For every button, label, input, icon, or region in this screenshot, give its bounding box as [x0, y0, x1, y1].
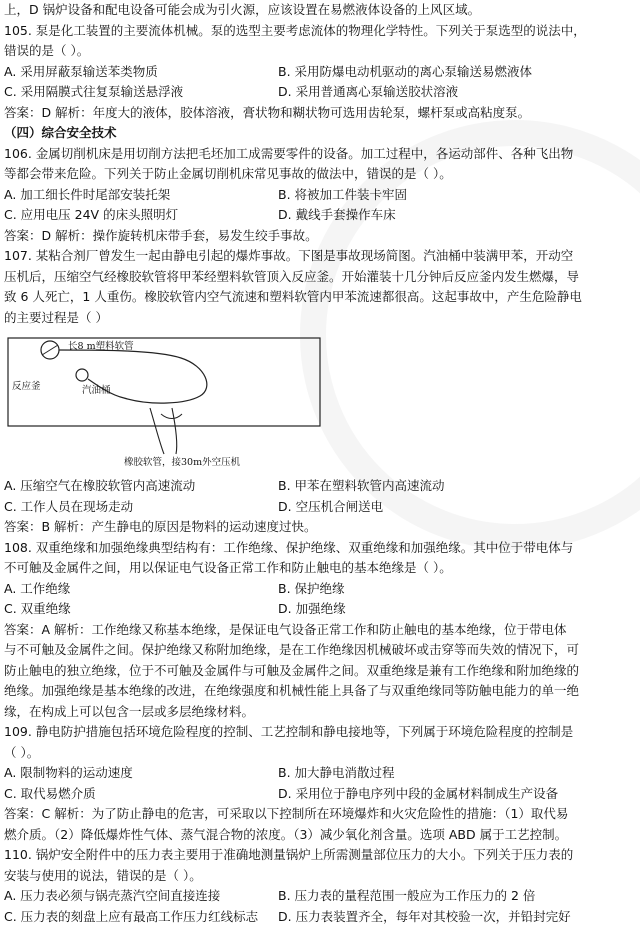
- answer-line: 答案：D 解析：操作旋转机床带手套，易发生绞手事故。: [4, 226, 636, 247]
- drum-label: 汽油桶: [82, 382, 111, 396]
- options-row: [4, 476, 636, 497]
- question-107-stem: 107. 某粘合剂厂曾发生一起由静电引起的爆炸事故。下图是事故现场简图。汽油桶中装满甲苯，开动空: [4, 246, 636, 267]
- question-110-stem: 110. 锅炉安全附件中的压力表主要用于准确地测量锅炉上所需测量部位压力的大小。下列关于压力表的: [4, 845, 636, 866]
- option-c: C. 工作人员在现场走动: [4, 497, 278, 518]
- option-c: C. 压力表的刻盘上应有最高工作压力红线标志: [4, 907, 278, 927]
- options-row: [4, 579, 636, 600]
- question-107-stem: 致 6 人死亡，1 人重伤。橡胶软管内空气流速和塑料软管内甲苯流速都很高。这起事故中，产生危险静电: [4, 287, 636, 308]
- question-106-stem: 等都会带来危险。下列关于防止金属切削机床常见事故的做法中，错误的是（ ）。: [4, 164, 636, 185]
- question-105-stem: 错误的是（ ）。: [4, 41, 636, 62]
- answer-line: 防止触电的独立绝缘，位于不可触及金属件与可触及金属件之间。双重绝缘是兼有工作绝缘和附加绝缘的: [4, 661, 636, 682]
- options-row: [4, 784, 636, 805]
- options-row: [4, 763, 636, 784]
- answer-line: 与不可触及金属件之间。保护绝缘又称附加绝缘，是在工作绝缘因机械破坏或击穿等而失效的情况下，可: [4, 640, 636, 661]
- option-c: C. 应用电压 24V 的床头照明灯: [4, 205, 278, 226]
- option-d: D. 加强绝缘: [278, 599, 636, 620]
- answer-line: 缘，在构成上可以包含一层或多层绝缘材料。: [4, 702, 636, 723]
- hose-label: 长8 m塑料软管: [68, 338, 134, 352]
- exam-page: [4, 0, 636, 927]
- options-row: [4, 62, 636, 83]
- option-b: B. 采用防爆电动机驱动的离心泵输送易燃液体: [278, 62, 636, 83]
- answer-line: 答案：D 解析：年度大的液体，胶体溶液，膏状物和糊状物可选用齿轮泵，螺杆泵或高粘度泵。: [4, 103, 636, 124]
- option-b: B. 甲苯在塑料软管内高速流动: [278, 476, 636, 497]
- options-row: [4, 497, 636, 518]
- question-106-stem: 106. 金属切削机床是用切削方法把毛坯加工成需要零件的设备。加工过程中，各运动部件、各种飞出物: [4, 144, 636, 165]
- option-d: D. 采用位于静电序列中段的金属材料制成生产设备: [278, 784, 636, 805]
- option-c: C. 双重绝缘: [4, 599, 278, 620]
- option-a: A. 采用屏蔽泵输送苯类物质: [4, 62, 278, 83]
- answer-line: 绝缘。加强绝缘是基本绝缘的改进，在绝缘强度和机械性能上具备了与双重绝缘同等防触电能力的单一绝: [4, 681, 636, 702]
- options-row: [4, 205, 636, 226]
- options-row: [4, 185, 636, 206]
- question-107-stem: 的主要过程是（ ）: [4, 308, 636, 329]
- question-110-stem: 安装与使用的说法，错误的是（ ）。: [4, 866, 636, 887]
- answer-line: 答案：A 解析：工作绝缘又称基本绝缘，是保证电气设备正常工作和防止触电的基本绝缘，位于带电体: [4, 620, 636, 641]
- option-d: D. 戴线手套操作车床: [278, 205, 636, 226]
- accident-site-diagram: [6, 328, 346, 476]
- answer-line: 答案：B 解析：产生静电的原因是物料的运动速度过快。: [4, 517, 636, 538]
- reactor-label: 反应釜: [12, 378, 41, 392]
- answer-line: 燃介质。（2）降低爆炸性气体、蒸气混合物的浓度。（3）减少氧化剂含量。选项 ABD 属于工艺控制。: [4, 825, 636, 846]
- question-109-stem: 109. 静电防护措施包括环境危险程度的控制、工艺控制和静电接地等，下列属于环境危险程度的控制是: [4, 722, 636, 743]
- option-a: A. 限制物料的运动速度: [4, 763, 278, 784]
- option-c: C. 采用隔膜式往复泵输送悬浮液: [4, 82, 278, 103]
- option-a: A. 加工细长件时尾部安装托架: [4, 185, 278, 206]
- question-108-stem: 不可触及金属件之间，用以保证电气设备正常工作和防止触电的基本绝缘是（ ）。: [4, 558, 636, 579]
- rubber-hose-label: 橡胶软管，接30m外空压机: [124, 454, 240, 468]
- answer-line: 答案：C 解析：为了防止静电的危害，可采取以下控制所在环境爆炸和火灾危险性的措施：（1）取代易: [4, 804, 636, 825]
- text-line: 上，D 锅炉设备和配电设备可能会成为引火源，应该设置在易燃液体设备的上风区域。: [4, 0, 636, 21]
- question-105-stem: 105. 泵是化工装置的主要流体机械。泵的选型主要考虑流体的物理化学特性。下列关于泵选型的说法中，: [4, 21, 636, 42]
- option-a: A. 工作绝缘: [4, 579, 278, 600]
- options-row: [4, 886, 636, 907]
- options-row: [4, 599, 636, 620]
- option-c: C. 取代易燃介质: [4, 784, 278, 805]
- option-a: A. 压缩空气在橡胶软管内高速流动: [4, 476, 278, 497]
- option-b: B. 加大静电消散过程: [278, 763, 636, 784]
- option-b: B. 将被加工件装卡牢固: [278, 185, 636, 206]
- question-108-stem: 108. 双重绝缘和加强绝缘典型结构有：工作绝缘、保护绝缘、双重绝缘和加强绝缘。其中位于带电体与: [4, 538, 636, 559]
- options-row: [4, 82, 636, 103]
- option-d: D. 采用普通离心泵输送胶状溶液: [278, 82, 636, 103]
- question-109-stem: （ ）。: [4, 743, 636, 764]
- section-title: （四）综合安全技术: [4, 123, 636, 144]
- option-b: B. 压力表的量程范围一般应为工作压力的 2 倍: [278, 886, 636, 907]
- question-107-stem: 压机后，压缩空气经橡胶软管将甲苯经塑料软管顶入反应釜。开始灌装十几分钟后反应釜内发生燃爆，导: [4, 267, 636, 288]
- option-d: D. 空压机合闸送电: [278, 497, 636, 518]
- option-a: A. 压力表必须与锅壳蒸汽空间直接连接: [4, 886, 278, 907]
- option-d: D. 压力表装置齐全，每年对其校验一次，并铅封完好: [278, 907, 636, 927]
- option-b: B. 保护绝缘: [278, 579, 636, 600]
